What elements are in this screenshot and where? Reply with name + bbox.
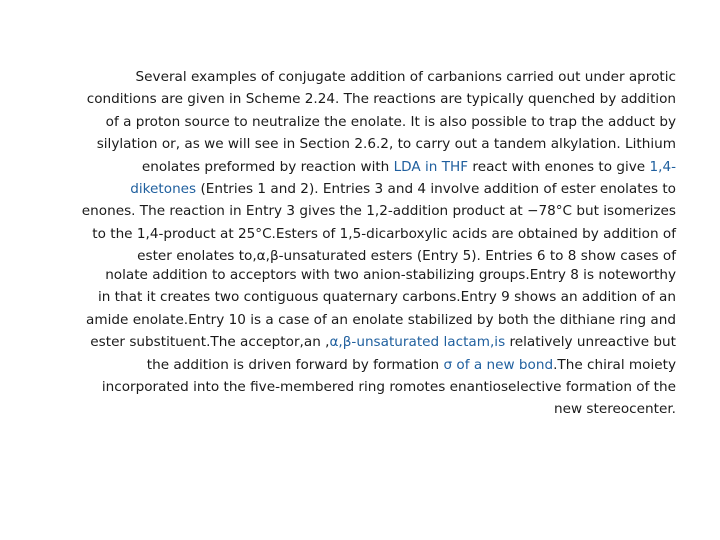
text-line	[28, 223, 676, 245]
text-segment: .The chiral moiety	[553, 356, 676, 373]
text-segment: in that it creates two contiguous quaternary carbons.Entry 9 shows an addition of an	[97, 289, 676, 306]
highlighted-term: 1,4-	[649, 158, 676, 175]
text-line	[28, 309, 676, 331]
highlighted-term: α,β-unsaturated lactam,is	[329, 334, 506, 351]
text-segment: ester substituent.The acceptor,an ,	[90, 334, 330, 351]
text-segment: relatively unreactive but	[505, 334, 676, 351]
text-segment: silylation or, as we will see in Section 2.6.2, to carry out a tandem alkylation. Lithium	[96, 136, 676, 153]
text-line	[28, 200, 676, 222]
text-line	[28, 111, 676, 133]
text-segment: conditions are given in Scheme 2.24. The reactions are typically quenched by addition	[86, 91, 676, 108]
paragraph-conjugate-addition	[28, 66, 676, 268]
text-segment: the addition is driven forward by formation	[146, 356, 444, 373]
text-line	[28, 331, 676, 353]
text-segment: (Entries 1 and 2). Entries 3 and 4 involve addition of ester enolates to	[196, 180, 676, 197]
text-segment: react with enones to give	[468, 158, 650, 175]
text-segment: of a proton source to neutralize the enolate. It is also possible to trap the adduct by	[105, 113, 676, 130]
text-line	[28, 376, 676, 398]
text-line	[28, 354, 676, 376]
highlighted-term: diketones	[130, 180, 197, 197]
text-line	[28, 88, 676, 110]
text-line	[28, 156, 676, 178]
text-line	[28, 264, 676, 286]
paragraph-enolate-acceptors	[28, 264, 676, 421]
text-segment: enolates preformed by reaction with	[141, 158, 394, 175]
text-segment: to the 1,4-product at 25°C.Esters of 1,5-dicarboxylic acids are obtained by addition of	[92, 225, 676, 242]
highlighted-term: σ of a new bond	[443, 356, 554, 373]
text-line	[28, 398, 676, 420]
text-line	[28, 133, 676, 155]
text-line	[28, 178, 676, 200]
highlighted-term: LDA in THF	[393, 158, 469, 175]
text-line	[28, 286, 676, 308]
text-segment: amide enolate.Entry 10 is a case of an enolate stabilized by both the dithiane ring and	[86, 311, 676, 328]
text-segment: new stereocenter.	[554, 401, 676, 418]
text-line	[28, 66, 676, 88]
text-segment: enones. The reaction in Entry 3 gives the 1,2-addition product at −78°C but isomerizes	[81, 203, 676, 220]
text-segment: ester enolates to,α,β-unsaturated esters (Entry 5). Entries 6 to 8 show cases of	[137, 248, 676, 265]
text-segment: Several examples of conjugate addition of carbanions carried out under aprotic	[135, 69, 676, 85]
text-segment: incorporated into the five-membered ring romotes enantioselective formation of the	[101, 378, 676, 395]
text-segment: nolate addition to acceptors with two anion-stabilizing groups.Entry 8 is noteworthy	[105, 267, 676, 283]
